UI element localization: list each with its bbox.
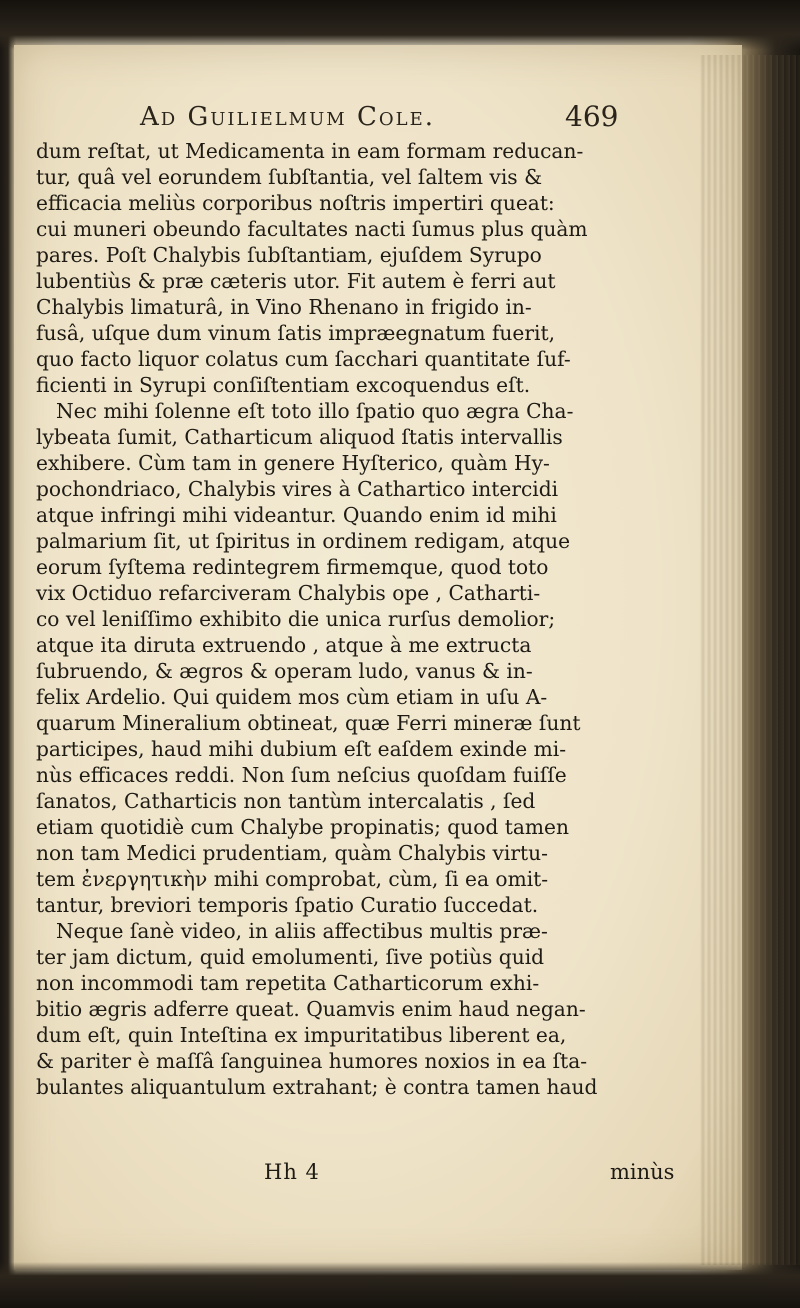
body-text bbox=[36, 138, 712, 1100]
text-line: tem ἐνεργητικὴν mihi comprobat, cùm, ſi ea omit- bbox=[36, 867, 549, 891]
text-line: non tam Medici prudentiam, quàm Chalybis virtu- bbox=[36, 841, 548, 865]
text-line: exhibere. Cùm tam in genere Hyſterico, quàm Hy- bbox=[36, 451, 550, 475]
text-line: cui muneri obeundo facultates nacti ſumus plus quàm bbox=[36, 217, 588, 241]
text-line: pochondriaco, Chalybis vires à Cathartico intercidi bbox=[36, 477, 559, 501]
text-line: felix Ardelio. Qui quidem mos cùm etiam in uſu A- bbox=[36, 685, 548, 709]
page-edges bbox=[700, 55, 800, 1265]
text-line: dum reſtat, ut Medicamenta in eam formam reducan- bbox=[36, 139, 584, 163]
text-line: fusâ, uſque dum vinum ſatis impræegnatum fuerit, bbox=[36, 321, 556, 345]
text-line: pares. Poſt Chalybis ſubſtantiam, ejuſdem Syrupo bbox=[36, 243, 542, 267]
text-line: Chalybis limaturâ, in Vino Rhenano in frigido in- bbox=[36, 295, 532, 319]
text-line: quo facto liquor colatus cum ſacchari quantitate ſuf- bbox=[36, 347, 571, 371]
text-line: nùs efficaces reddi. Non ſum neſcius quoſdam fuiſſe bbox=[36, 763, 567, 787]
text-line: non incommodi tam repetita Catharticorum exhi- bbox=[36, 971, 540, 995]
text-line: bitio ægris adferre queat. Quamvis enim haud negan- bbox=[36, 997, 586, 1021]
text-line: etiam quotidiè cum Chalybe propinatis; quod tamen bbox=[36, 815, 569, 839]
text-line: atque ita diruta extruendo , atque à me extructa bbox=[36, 633, 532, 657]
text-line: co vel leniſſimo exhibito die unica rurſus demolior; bbox=[36, 607, 556, 631]
text-line: ſubruendo, & ægros & operam ludo, vanus & in- bbox=[36, 659, 533, 683]
text-line: lybeata ſumit, Catharticum aliquod ſtatis intervallis bbox=[36, 425, 563, 449]
text-line: atque infringi mihi videantur. Quando enim id mihi bbox=[36, 503, 557, 527]
text-line: tur, quâ vel eorundem ſubſtantia, vel ſaltem vis & bbox=[36, 165, 543, 189]
text-line: efficacia meliùs corporibus noſtris impertiri queat: bbox=[36, 191, 555, 215]
text-line: quarum Mineralium obtineat, quæ Ferri mineræ ſunt bbox=[36, 711, 581, 735]
text-line: ter jam dictum, quid emolumenti, ſive potiùs quid bbox=[36, 945, 545, 969]
page-footer bbox=[36, 1160, 712, 1188]
signature-mark: Hh 4 bbox=[264, 1160, 320, 1184]
text-line: Nec mihi ſolenne eſt toto illo ſpatio quo ægra Cha- bbox=[56, 399, 574, 423]
text-line: bulantes aliquantulum extrahant; è contra tamen haud bbox=[36, 1075, 598, 1099]
text-line: tantur, breviori temporis ſpatio Curatio ſuccedat. bbox=[36, 893, 539, 917]
text-line: ſanatos, Catharticis non tantùm intercalatis , ſed bbox=[36, 789, 536, 813]
scan-top-shadow bbox=[0, 0, 800, 50]
text-line: lubentiùs & præ cæteris utor. Fit autem è ferri aut bbox=[36, 269, 556, 293]
catchword: minùs bbox=[610, 1160, 675, 1184]
text-line: vix Octiduo refarciveram Chalybis ope , Catharti- bbox=[36, 581, 541, 605]
text-line: dum eſt, quin Inteſtina ex impuritatibus liberent ea, bbox=[36, 1023, 567, 1047]
text-line: ficienti in Syrupi conſiſtentiam excoquendus eſt. bbox=[36, 373, 531, 397]
page-number: 469 bbox=[565, 100, 619, 133]
scan-bottom-shadow bbox=[0, 1262, 800, 1308]
running-head: Ad Guilielmum Cole. bbox=[140, 102, 435, 132]
text-line: eorum ſyſtema redintegrem firmemque, quod toto bbox=[36, 555, 549, 579]
text-line: participes, haud mihi dubium eſt eaſdem exinde mi- bbox=[36, 737, 567, 761]
text-line: & pariter è maſſâ ſanguinea humores noxios in ea ſta- bbox=[36, 1049, 588, 1073]
text-line: palmarium ſit, ut ſpiritus in ordinem redigam, atque bbox=[36, 529, 571, 553]
text-line: Neque ſanè video, in aliis affectibus multis præ- bbox=[56, 919, 548, 943]
